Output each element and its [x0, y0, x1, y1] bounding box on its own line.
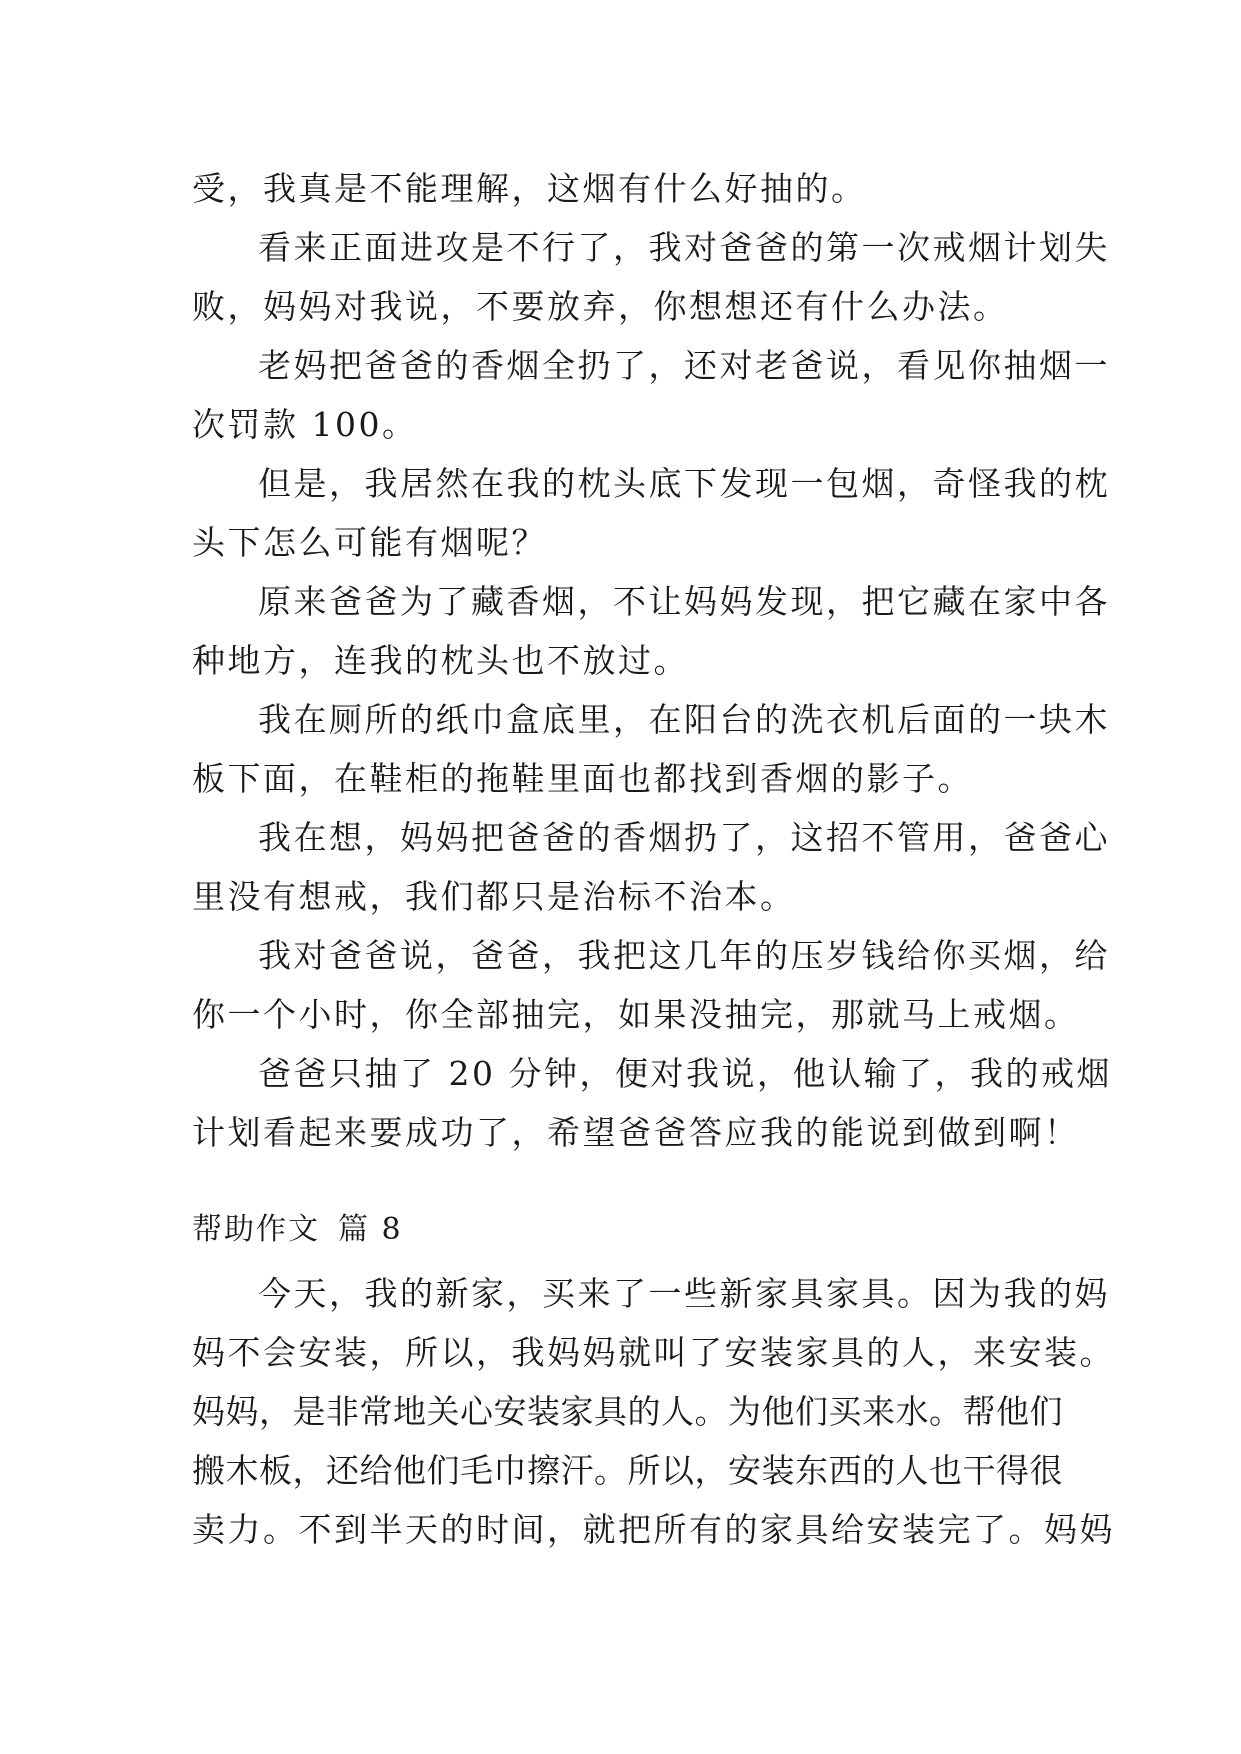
text-line: 今天，我的新家，买来了一些新家具家具。因为我的妈 — [258, 1274, 1110, 1313]
text-line: 板下面，在鞋柜的拖鞋里面也都找到香烟的影子。 — [192, 759, 973, 798]
text-line: 头下怎么可能有烟呢？ — [192, 523, 547, 562]
text-line: 我在想，妈妈把爸爸的香烟扔了，这招不管用，爸爸心 — [258, 818, 1110, 857]
text-line: 妈妈，是非常地关心安装家具的人。为他们买来水。帮他们 — [192, 1392, 1063, 1431]
text-line: 妈不会安装，所以，我妈妈就叫了安装家具的人，来安装。 — [192, 1333, 1115, 1372]
heading-number: 篇 8 — [338, 1212, 403, 1247]
text-line: 次罚款 100。 — [192, 405, 418, 444]
heading-title: 帮助作文 — [192, 1212, 320, 1247]
text-line: 种地方，连我的枕头也不放过。 — [192, 641, 689, 680]
text-line: 原来爸爸为了藏香烟，不让妈妈发现，把它藏在家中各 — [258, 582, 1110, 621]
text-line: 我在厕所的纸巾盒底里，在阳台的洗衣机后面的一块木 — [258, 700, 1110, 739]
text-line: 卖力。不到半天的时间，就把所有的家具给安装完了。妈妈 — [192, 1510, 1115, 1549]
text-line: 计划看起来要成功了，希望爸爸答应我的能说到做到啊！ — [192, 1113, 1080, 1152]
text-line: 我对爸爸说，爸爸，我把这几年的压岁钱给你买烟，给 — [258, 936, 1110, 975]
text-line: 老妈把爸爸的香烟全扔了，还对老爸说，看见你抽烟一 — [258, 346, 1110, 385]
text-line: 你一个小时，你全部抽完，如果没抽完，那就马上戒烟。 — [192, 995, 1080, 1034]
essay-section-previous — [192, 159, 1112, 1162]
text-line: 爸爸只抽了 20 分钟，便对我说，他认输了，我的戒烟 — [258, 1054, 1112, 1093]
text-line: 败，妈妈对我说，不要放弃，你想想还有什么办法。 — [192, 287, 1009, 326]
text-line: 但是，我居然在我的枕头底下发现一包烟，奇怪我的枕 — [258, 464, 1110, 503]
text-line: 里没有想戒，我们都只是治标不治本。 — [192, 877, 796, 916]
text-line: 看来正面进攻是不行了，我对爸爸的第一次戒烟计划失 — [258, 228, 1110, 267]
essay-section-8 — [192, 1264, 1115, 1559]
text-line: 受，我真是不能理解，这烟有什么好抽的。 — [192, 169, 867, 208]
text-line: 搬木板，还给他们毛巾擦汗。所以，安装东西的人也干得很 — [192, 1451, 1063, 1490]
section-heading — [192, 1210, 403, 1250]
